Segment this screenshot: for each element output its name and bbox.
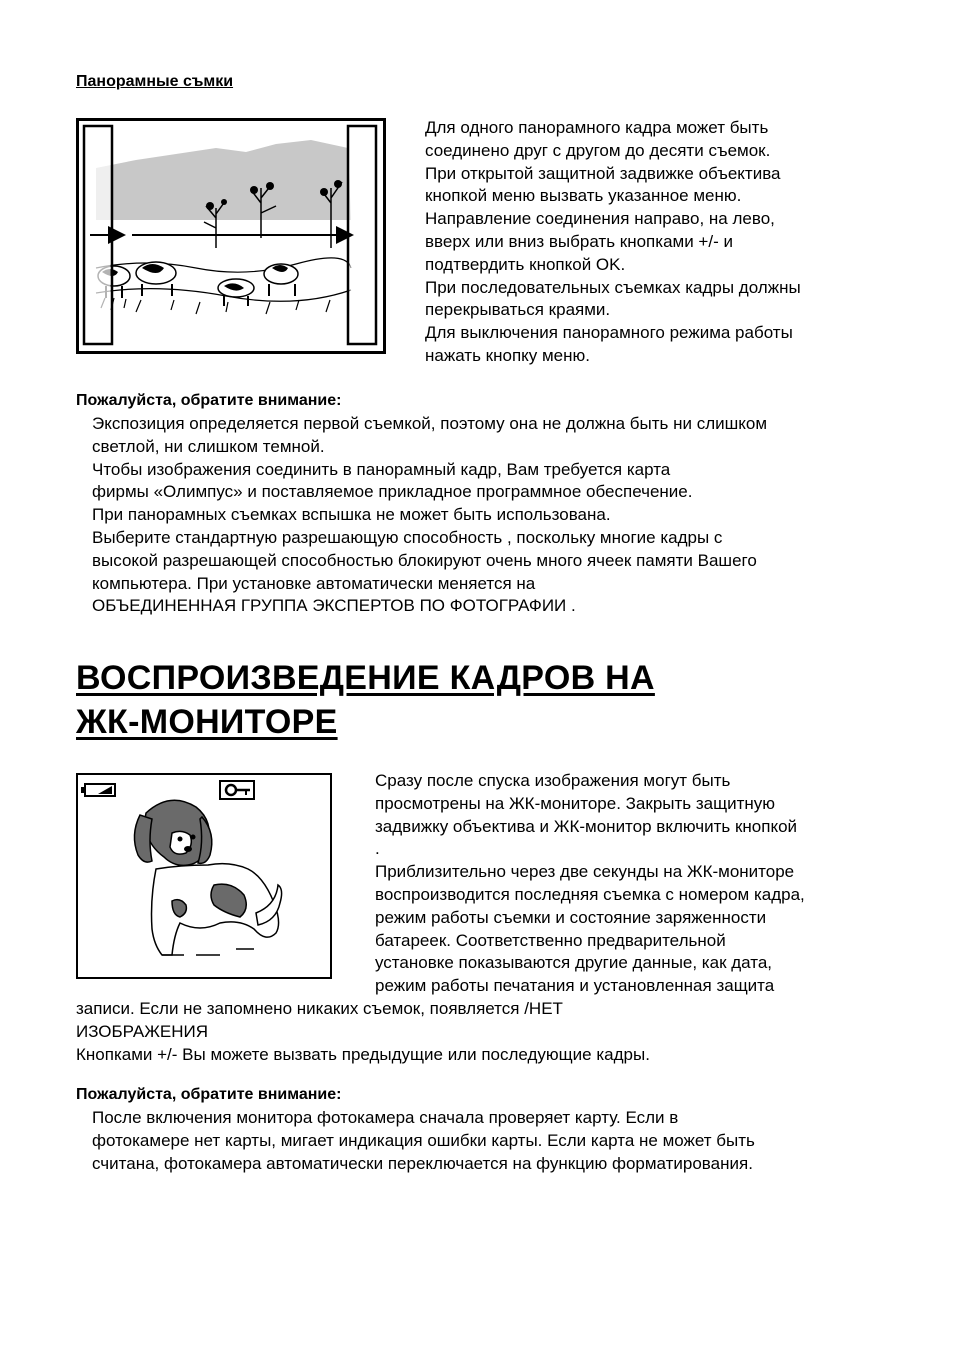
note-body [92,1107,755,1175]
text-line: соединено друг с другом до десяти съемок. [425,140,771,160]
text-line: вверх или вниз выбрать кнопками +/- и [425,231,733,251]
text-line: просмотрены на ЖК-мониторе. Закрыть защитную [375,793,776,813]
lcd-playback-illustration [76,773,332,979]
panorama-heading: Панорамные съмки [76,73,234,90]
text-line: Кнопками +/- Вы можете вызвать предыдущие или последующие кадры. [76,1044,650,1064]
text-line: считана, фотокамера автоматически переключается на функцию форматирования. [92,1153,753,1173]
text-line: Выберите стандартную разрешающую способность , поскольку многие кадры с [92,527,723,547]
text-line: светлой, ни слишком темной. [92,436,325,456]
text-line: При открытой защитной задвижке объектива [425,163,781,183]
text-line: ОБЪЕДИНЕННАЯ ГРУППА ЭКСПЕРТОВ ПО ФОТОГРАФИИ . [92,596,576,616]
text-line: нажать кнопку меню. [425,345,591,365]
playback-paragraph [375,770,805,998]
text-line: Экспозиция определяется первой съемкой, поэтому она не должна быть ни слишком [92,414,768,433]
text-line: Приблизительно через две секунды на ЖК-мониторе [375,862,795,882]
text-line: режим работы съемки и состояние заряженности [375,907,767,927]
text-line: Чтобы изображения соединить в панорамный кадр, Вам требуется карта [92,459,671,479]
text-line: Для одного панорамного кадра может быть [425,118,769,137]
text-line: кнопкой меню вызвать указанное меню. [425,186,742,206]
text-line: перекрываться краями. [425,300,611,320]
battery-icon [81,784,115,796]
text-line: Сразу после спуска изображения могут быть [375,771,731,790]
text-line: . [375,839,380,859]
panorama-paragraph [425,117,801,368]
note-heading: Пожалуйста, обратите внимание: [76,392,342,409]
text-line: Направление соединения направо, на лево, [425,209,775,229]
text-line: Для выключения панорамного режима работы [425,323,793,343]
section-title-line: ЖК-МОНИТОРЕ [76,703,338,741]
note-body [92,413,767,618]
panorama-illustration [76,118,386,354]
text-line: задвижку объектива и ЖК-монитор включить кнопкой [375,816,798,836]
text-line: высокой разрешающей способностью блокируют очень много ячеек памяти Вашего [92,550,757,570]
text-line: компьютера. При установке автоматически меняется на [92,573,536,593]
text-line: установке показываются другие данные, как дата, [375,953,773,973]
text-line: воспроизводится последняя съемка с номером кадра, [375,884,805,904]
text-line: После включения монитора фотокамера сначала проверяет карту. Если в [92,1108,679,1127]
text-line: подтвердить кнопкой OK. [425,254,626,274]
section-title [76,656,655,744]
text-line: батареек. Соответственно предварительной [375,930,726,950]
text-line: фотокамере нет карты, мигает индикация ошибки карты. Если карта не может быть [92,1130,755,1150]
note-heading: Пожалуйста, обратите внимание: [76,1086,342,1103]
text-line: При панорамных съемках вспышка не может быть использована. [92,505,611,525]
playback-continued [76,998,650,1066]
text-line: ИЗОБРАЖЕНИЯ [76,1021,209,1041]
text-line: режим работы печатания и установленная защита [375,976,775,996]
key-protect-icon [220,781,254,799]
text-line: При последовательных съемках кадры должны [425,277,801,297]
text-line: фирмы «Олимпус» и поставляемое прикладное программное обеспечение. [92,482,693,502]
text-line: записи. Если не запомнено никаких съемок, появляется /НЕТ [76,999,563,1018]
section-title-line: ВОСПРОИЗВЕДЕНИЕ КАДРОВ НА [76,659,655,697]
